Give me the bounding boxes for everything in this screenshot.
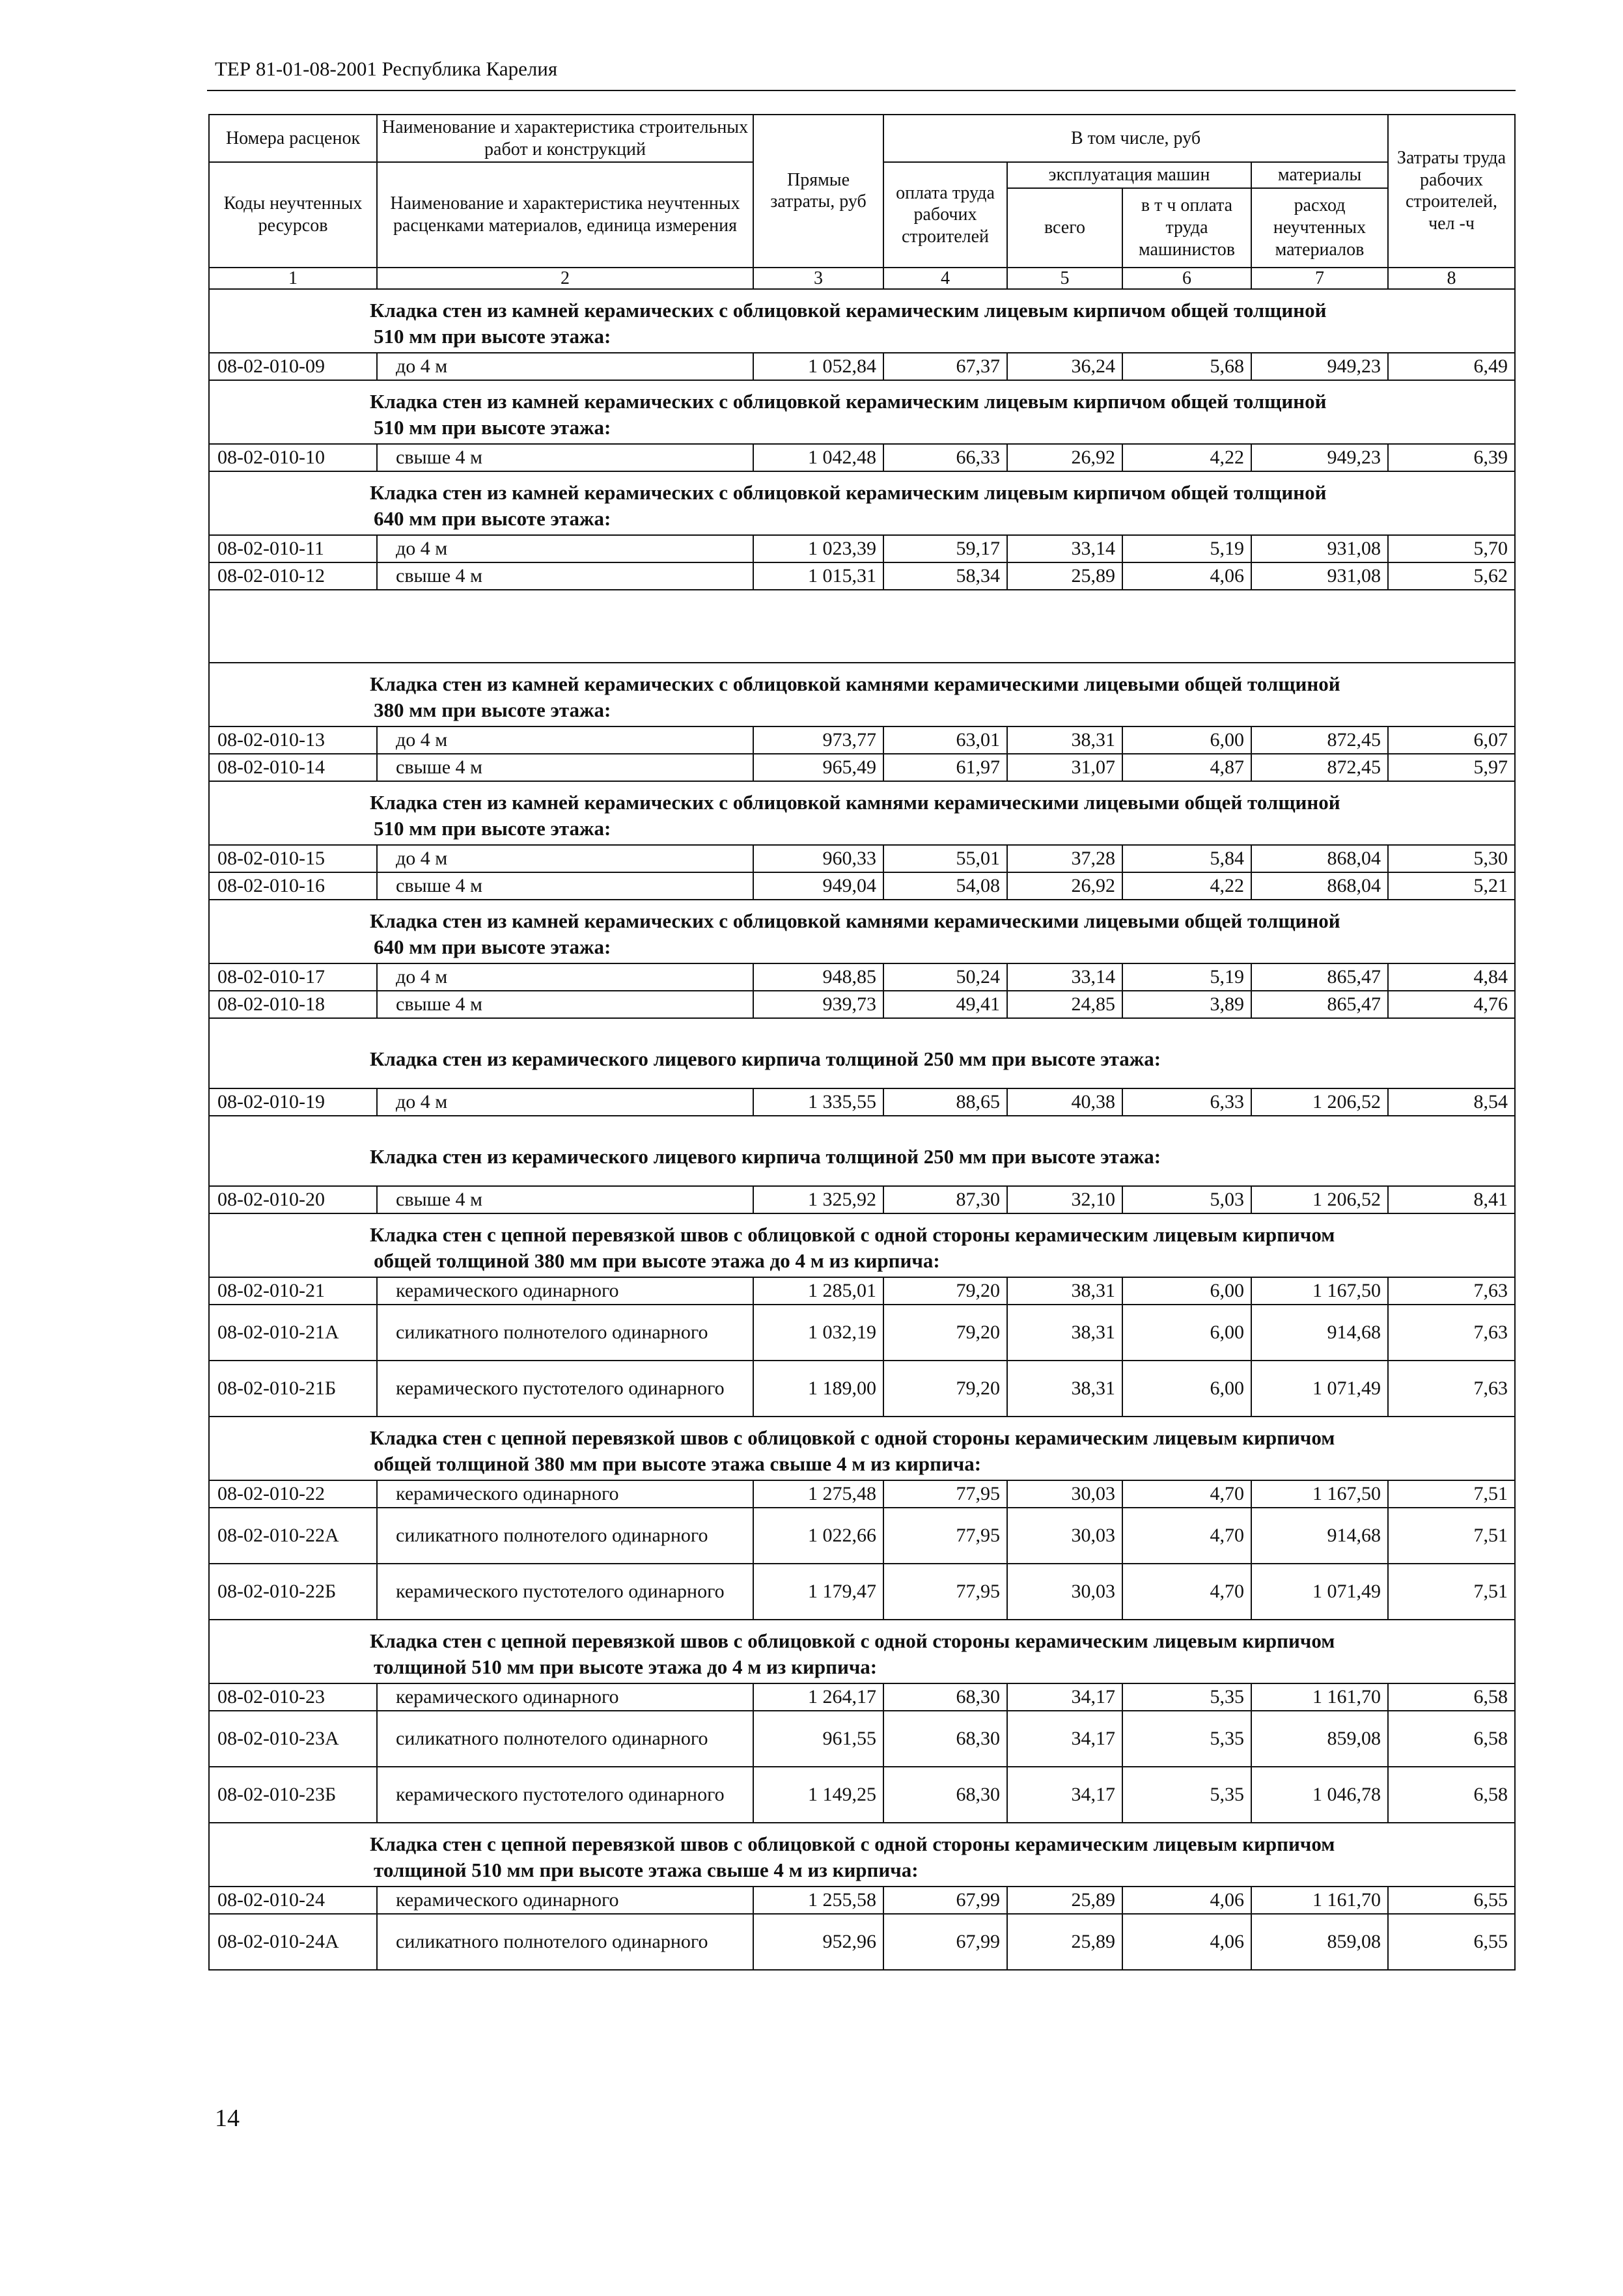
labor-hours: 5,62: [1388, 562, 1515, 590]
direct-costs: 1 032,19: [753, 1305, 883, 1361]
labor-hours: 5,30: [1388, 845, 1515, 872]
material-costs: 865,47: [1251, 963, 1388, 991]
machine-costs: 34,17: [1007, 1683, 1122, 1711]
section-heading-row: [209, 380, 1515, 444]
rate-code: 08-02-010-24А: [209, 1914, 377, 1970]
section-title: [209, 1018, 1515, 1088]
operator-wages: 4,70: [1122, 1564, 1251, 1620]
section-title-line-1: Кладка стен из камней керамических с облицовкой керамическим лицевым кирпичом общей толщиной: [370, 389, 1327, 413]
labor-hours: 6,55: [1388, 1887, 1515, 1914]
material-costs: 868,04: [1251, 872, 1388, 900]
machine-costs: 25,89: [1007, 1887, 1122, 1914]
table-row: [209, 991, 1515, 1018]
table-row: [209, 1361, 1515, 1417]
operator-wages: 5,35: [1122, 1711, 1251, 1767]
header-including: В том числе, руб: [883, 115, 1388, 162]
rate-code: 08-02-010-20: [209, 1186, 377, 1213]
labor-costs: 68,30: [883, 1767, 1007, 1823]
direct-costs: 960,33: [753, 845, 883, 872]
labor-costs: 49,41: [883, 991, 1007, 1018]
work-name: керамического пустотелого одинарного: [377, 1361, 753, 1417]
rate-code: 08-02-010-22: [209, 1480, 377, 1508]
table-row: [209, 1508, 1515, 1564]
operator-wages: 4,22: [1122, 444, 1251, 471]
direct-costs: 1 042,48: [753, 444, 883, 471]
section-title-line-1: Кладка стен с цепной перевязкой швов с облицовкой с одной стороны керамическим лицевым кирпичом: [370, 1832, 1335, 1855]
labor-costs: 79,20: [883, 1277, 1007, 1305]
labor-costs: 55,01: [883, 845, 1007, 872]
header-rule: [207, 90, 1516, 91]
operator-wages: 4,06: [1122, 1914, 1251, 1970]
column-number-1: 1: [209, 268, 377, 289]
column-number-6: 6: [1122, 268, 1251, 289]
material-costs: 872,45: [1251, 754, 1388, 781]
table-row: [209, 1480, 1515, 1508]
column-number-3: 3: [753, 268, 883, 289]
labor-costs: 68,30: [883, 1711, 1007, 1767]
section-title: [209, 289, 1515, 353]
operator-wages: 5,35: [1122, 1683, 1251, 1711]
machine-costs: 38,31: [1007, 1305, 1122, 1361]
material-costs: 949,23: [1251, 444, 1388, 471]
rate-code: 08-02-010-24: [209, 1887, 377, 1914]
section-title-line-2: 510 мм при высоте этажа:: [374, 325, 611, 348]
header-materials: материалы: [1251, 162, 1388, 188]
work-name: свыше 4 м: [377, 562, 753, 590]
section-title: [209, 1417, 1515, 1480]
price-table: [208, 114, 1516, 1971]
labor-costs: 77,95: [883, 1508, 1007, 1564]
labor-costs: 67,37: [883, 353, 1007, 380]
direct-costs: 1 052,84: [753, 353, 883, 380]
rate-code: 08-02-010-22А: [209, 1508, 377, 1564]
header-col1-bottom: Коды неучтенных ресурсов: [209, 162, 377, 268]
work-name: свыше 4 м: [377, 872, 753, 900]
machine-costs: 37,28: [1007, 845, 1122, 872]
work-name: до 4 м: [377, 726, 753, 754]
material-costs: 949,23: [1251, 353, 1388, 380]
labor-costs: 79,20: [883, 1305, 1007, 1361]
material-costs: 1 167,50: [1251, 1277, 1388, 1305]
header-col4: оплата труда рабочих строителей: [883, 162, 1007, 268]
direct-costs: 973,77: [753, 726, 883, 754]
section-heading-row: [209, 1823, 1515, 1887]
labor-hours: 7,51: [1388, 1508, 1515, 1564]
operator-wages: 6,00: [1122, 726, 1251, 754]
labor-hours: 7,63: [1388, 1277, 1515, 1305]
labor-costs: 67,99: [883, 1914, 1007, 1970]
table-row: [209, 1711, 1515, 1767]
section-heading-row: [209, 1018, 1515, 1088]
direct-costs: 1 285,01: [753, 1277, 883, 1305]
operator-wages: 4,06: [1122, 1887, 1251, 1914]
labor-hours: 6,39: [1388, 444, 1515, 471]
section-title-line-1: Кладка стен из камней керамических с облицовкой камнями керамическими лицевыми общей толщиной: [370, 790, 1340, 814]
direct-costs: 1 189,00: [753, 1361, 883, 1417]
section-heading-row: [209, 663, 1515, 726]
rate-code: 08-02-010-23: [209, 1683, 377, 1711]
material-costs: 914,68: [1251, 1508, 1388, 1564]
header-machines: эксплуатация машин: [1007, 162, 1251, 188]
labor-costs: 77,95: [883, 1480, 1007, 1508]
direct-costs: 1 179,47: [753, 1564, 883, 1620]
header-col6: в т ч оплата труда машинистов: [1122, 188, 1251, 268]
machine-costs: 34,17: [1007, 1711, 1122, 1767]
table-row: [209, 963, 1515, 991]
operator-wages: 5,19: [1122, 535, 1251, 562]
table-row: [209, 535, 1515, 562]
table-row: [209, 444, 1515, 471]
material-costs: 1 167,50: [1251, 1480, 1388, 1508]
machine-costs: 30,03: [1007, 1508, 1122, 1564]
table-row: [209, 726, 1515, 754]
operator-wages: 5,35: [1122, 1767, 1251, 1823]
labor-hours: 7,51: [1388, 1480, 1515, 1508]
machine-costs: 34,17: [1007, 1767, 1122, 1823]
work-name: силикатного полнотелого одинарного: [377, 1305, 753, 1361]
page-number: 14: [215, 2105, 240, 2132]
material-costs: 931,08: [1251, 562, 1388, 590]
column-numbers-row: [209, 268, 1515, 289]
rate-code: 08-02-010-17: [209, 963, 377, 991]
direct-costs: 1 023,39: [753, 535, 883, 562]
rate-code: 08-02-010-14: [209, 754, 377, 781]
machine-costs: 38,31: [1007, 726, 1122, 754]
labor-costs: 59,17: [883, 535, 1007, 562]
section-title-line-1: Кладка стен с цепной перевязкой швов с облицовкой с одной стороны керамическим лицевым кирпичом: [370, 1223, 1335, 1246]
labor-costs: 87,30: [883, 1186, 1007, 1213]
material-costs: 1 071,49: [1251, 1361, 1388, 1417]
table-row: [209, 1305, 1515, 1361]
section-title-line-1: Кладка стен из камней керамических с облицовкой керамическим лицевым кирпичом общей толщиной: [370, 298, 1327, 322]
labor-hours: 4,84: [1388, 963, 1515, 991]
direct-costs: 948,85: [753, 963, 883, 991]
direct-costs: 1 015,31: [753, 562, 883, 590]
table-row: [209, 1186, 1515, 1213]
labor-costs: 79,20: [883, 1361, 1007, 1417]
operator-wages: 5,19: [1122, 963, 1251, 991]
direct-costs: 949,04: [753, 872, 883, 900]
column-number-8: 8: [1388, 268, 1515, 289]
rate-code: 08-02-010-12: [209, 562, 377, 590]
table-body: [209, 289, 1515, 1970]
operator-wages: 4,87: [1122, 754, 1251, 781]
section-title-line-1: Кладка стен с цепной перевязкой швов с облицовкой с одной стороны керамическим лицевым кирпичом: [370, 1426, 1335, 1449]
machine-costs: 38,31: [1007, 1277, 1122, 1305]
section-heading-row: [209, 1417, 1515, 1480]
rate-code: 08-02-010-09: [209, 353, 377, 380]
material-costs: 1 206,52: [1251, 1088, 1388, 1116]
machine-costs: 26,92: [1007, 872, 1122, 900]
work-name: силикатного полнотелого одинарного: [377, 1914, 753, 1970]
labor-costs: 61,97: [883, 754, 1007, 781]
machine-costs: 25,89: [1007, 562, 1122, 590]
work-name: керамического одинарного: [377, 1480, 753, 1508]
direct-costs: 1 275,48: [753, 1480, 883, 1508]
machine-costs: 31,07: [1007, 754, 1122, 781]
operator-wages: 4,70: [1122, 1480, 1251, 1508]
machine-costs: 33,14: [1007, 963, 1122, 991]
section-title: [209, 1620, 1515, 1683]
column-number-7: 7: [1251, 268, 1388, 289]
machine-costs: 26,92: [1007, 444, 1122, 471]
material-costs: 1 161,70: [1251, 1887, 1388, 1914]
price-table-wrapper: [208, 114, 1514, 1971]
section-title-line-1: Кладка стен с цепной перевязкой швов с облицовкой с одной стороны керамическим лицевым кирпичом: [370, 1629, 1335, 1652]
machine-costs: 40,38: [1007, 1088, 1122, 1116]
labor-hours: 6,58: [1388, 1683, 1515, 1711]
machine-costs: 25,89: [1007, 1914, 1122, 1970]
table-row: [209, 1088, 1515, 1116]
work-name: до 4 м: [377, 353, 753, 380]
work-name: силикатного полнотелого одинарного: [377, 1508, 753, 1564]
operator-wages: 6,00: [1122, 1361, 1251, 1417]
table-row: [209, 562, 1515, 590]
material-costs: 859,08: [1251, 1711, 1388, 1767]
section-title-line-1: Кладка стен из камней керамических с облицовкой камнями керамическими лицевыми общей толщиной: [370, 909, 1340, 932]
section-heading-row: [209, 471, 1515, 535]
section-title-line-2: 640 мм при высоте этажа:: [374, 507, 611, 531]
material-costs: 1 071,49: [1251, 1564, 1388, 1620]
labor-hours: 5,70: [1388, 535, 1515, 562]
labor-costs: 63,01: [883, 726, 1007, 754]
rate-code: 08-02-010-21Б: [209, 1361, 377, 1417]
column-number-5: 5: [1007, 268, 1122, 289]
table-row: [209, 1683, 1515, 1711]
work-name: до 4 м: [377, 963, 753, 991]
direct-costs: 952,96: [753, 1914, 883, 1970]
machine-costs: 32,10: [1007, 1186, 1122, 1213]
rate-code: 08-02-010-21: [209, 1277, 377, 1305]
work-name: керамического одинарного: [377, 1277, 753, 1305]
labor-costs: 66,33: [883, 444, 1007, 471]
section-heading-row: [209, 1213, 1515, 1277]
operator-wages: 5,03: [1122, 1186, 1251, 1213]
section-title: [209, 380, 1515, 444]
header-col3: Прямые затраты, руб: [753, 115, 883, 268]
machine-costs: 24,85: [1007, 991, 1122, 1018]
empty-cell: [209, 590, 1515, 663]
table-row: [209, 845, 1515, 872]
section-heading-row: [209, 289, 1515, 353]
section-title-line-1: Кладка стен из керамического лицевого кирпича толщиной 250 мм при высоте этажа:: [370, 1144, 1161, 1168]
labor-hours: 6,07: [1388, 726, 1515, 754]
table-row: [209, 1767, 1515, 1823]
column-number-2: 2: [377, 268, 753, 289]
material-costs: 868,04: [1251, 845, 1388, 872]
material-costs: 865,47: [1251, 991, 1388, 1018]
section-title: [209, 1116, 1515, 1186]
labor-hours: 6,58: [1388, 1711, 1515, 1767]
page-header-title: ТЕР 81-01-08-2001 Республика Карелия: [215, 57, 558, 80]
direct-costs: 1 022,66: [753, 1508, 883, 1564]
section-title-line-2: общей толщиной 380 мм при высоте этажа свыше 4 м из кирпича:: [374, 1452, 982, 1476]
labor-costs: 54,08: [883, 872, 1007, 900]
table-row: [209, 1887, 1515, 1914]
section-title-line-2: 380 мм при высоте этажа:: [374, 698, 611, 722]
work-name: керамического одинарного: [377, 1887, 753, 1914]
table-row: [209, 1277, 1515, 1305]
rate-code: 08-02-010-10: [209, 444, 377, 471]
rate-code: 08-02-010-11: [209, 535, 377, 562]
material-costs: 859,08: [1251, 1914, 1388, 1970]
direct-costs: 1 149,25: [753, 1767, 883, 1823]
header-col2-top: Наименование и характеристика строительных работ и конструкций: [377, 115, 753, 162]
direct-costs: 961,55: [753, 1711, 883, 1767]
material-costs: 1 046,78: [1251, 1767, 1388, 1823]
labor-hours: 7,51: [1388, 1564, 1515, 1620]
table-row: [209, 1914, 1515, 1970]
labor-hours: 6,55: [1388, 1914, 1515, 1970]
labor-costs: 58,34: [883, 562, 1007, 590]
labor-costs: 50,24: [883, 963, 1007, 991]
rate-code: 08-02-010-23А: [209, 1711, 377, 1767]
direct-costs: 1 335,55: [753, 1088, 883, 1116]
header-col7: расход неучтенных материалов: [1251, 188, 1388, 268]
header-col2-bottom: Наименование и характеристика неучтенных расценками материалов, единица измерения: [377, 162, 753, 268]
table-row: [209, 754, 1515, 781]
section-title: [209, 663, 1515, 726]
work-name: свыше 4 м: [377, 1186, 753, 1213]
table-head: [209, 115, 1515, 289]
section-title: [209, 900, 1515, 963]
section-heading-row: [209, 1620, 1515, 1683]
work-name: свыше 4 м: [377, 991, 753, 1018]
operator-wages: 5,68: [1122, 353, 1251, 380]
machine-costs: 30,03: [1007, 1480, 1122, 1508]
operator-wages: 3,89: [1122, 991, 1251, 1018]
labor-costs: 68,30: [883, 1683, 1007, 1711]
labor-hours: 7,63: [1388, 1305, 1515, 1361]
table-row: [209, 353, 1515, 380]
operator-wages: 6,00: [1122, 1305, 1251, 1361]
operator-wages: 6,00: [1122, 1277, 1251, 1305]
rate-code: 08-02-010-15: [209, 845, 377, 872]
labor-costs: 77,95: [883, 1564, 1007, 1620]
section-title-line-2: толщиной 510 мм при высоте этажа до 4 м из кирпича:: [374, 1655, 878, 1679]
rate-code: 08-02-010-16: [209, 872, 377, 900]
rate-code: 08-02-010-23Б: [209, 1767, 377, 1823]
material-costs: 1 206,52: [1251, 1186, 1388, 1213]
header-col1-top: Номера расценок: [209, 115, 377, 162]
section-title: [209, 781, 1515, 845]
table-row: [209, 1564, 1515, 1620]
machine-costs: 30,03: [1007, 1564, 1122, 1620]
section-heading-row: [209, 781, 1515, 845]
table-row: [209, 872, 1515, 900]
operator-wages: 4,70: [1122, 1508, 1251, 1564]
material-costs: 872,45: [1251, 726, 1388, 754]
empty-row: [209, 590, 1515, 663]
direct-costs: 939,73: [753, 991, 883, 1018]
header-col5: всего: [1007, 188, 1122, 268]
section-title-line-2: 510 мм при высоте этажа:: [374, 416, 611, 439]
material-costs: 914,68: [1251, 1305, 1388, 1361]
rate-code: 08-02-010-19: [209, 1088, 377, 1116]
work-name: до 4 м: [377, 845, 753, 872]
section-title: [209, 471, 1515, 535]
section-title-line-2: 510 мм при высоте этажа:: [374, 817, 611, 840]
section-heading-row: [209, 1116, 1515, 1186]
work-name: керамического одинарного: [377, 1683, 753, 1711]
labor-hours: 6,49: [1388, 353, 1515, 380]
labor-costs: 67,99: [883, 1887, 1007, 1914]
section-title-line-1: Кладка стен из камней керамических с облицовкой керамическим лицевым кирпичом общей толщиной: [370, 480, 1327, 504]
labor-hours: 5,21: [1388, 872, 1515, 900]
work-name: свыше 4 м: [377, 444, 753, 471]
column-number-4: 4: [883, 268, 1007, 289]
work-name: силикатного полнотелого одинарного: [377, 1711, 753, 1767]
material-costs: 931,08: [1251, 535, 1388, 562]
labor-hours: 6,58: [1388, 1767, 1515, 1823]
direct-costs: 1 325,92: [753, 1186, 883, 1213]
machine-costs: 38,31: [1007, 1361, 1122, 1417]
rate-code: 08-02-010-18: [209, 991, 377, 1018]
work-name: до 4 м: [377, 1088, 753, 1116]
header-col8: Затраты труда рабочих строителей, чел -ч: [1388, 115, 1515, 268]
work-name: до 4 м: [377, 535, 753, 562]
section-title: [209, 1213, 1515, 1277]
section-title-line-2: толщиной 510 мм при высоте этажа свыше 4 м из кирпича:: [374, 1859, 919, 1882]
work-name: керамического пустотелого одинарного: [377, 1564, 753, 1620]
labor-hours: 8,41: [1388, 1186, 1515, 1213]
labor-hours: 5,97: [1388, 754, 1515, 781]
rate-code: 08-02-010-22Б: [209, 1564, 377, 1620]
operator-wages: 5,84: [1122, 845, 1251, 872]
direct-costs: 1 255,58: [753, 1887, 883, 1914]
section-title-line-1: Кладка стен из керамического лицевого кирпича толщиной 250 мм при высоте этажа:: [370, 1047, 1161, 1070]
direct-costs: 1 264,17: [753, 1683, 883, 1711]
machine-costs: 33,14: [1007, 535, 1122, 562]
labor-costs: 88,65: [883, 1088, 1007, 1116]
work-name: керамического пустотелого одинарного: [377, 1767, 753, 1823]
material-costs: 1 161,70: [1251, 1683, 1388, 1711]
operator-wages: 6,33: [1122, 1088, 1251, 1116]
labor-hours: 4,76: [1388, 991, 1515, 1018]
rate-code: 08-02-010-13: [209, 726, 377, 754]
labor-hours: 7,63: [1388, 1361, 1515, 1417]
section-title-line-2: 640 мм при высоте этажа:: [374, 935, 611, 959]
operator-wages: 4,22: [1122, 872, 1251, 900]
section-heading-row: [209, 900, 1515, 963]
labor-hours: 8,54: [1388, 1088, 1515, 1116]
rate-code: 08-02-010-21А: [209, 1305, 377, 1361]
direct-costs: 965,49: [753, 754, 883, 781]
work-name: свыше 4 м: [377, 754, 753, 781]
section-title-line-1: Кладка стен из камней керамических с облицовкой камнями керамическими лицевыми общей толщиной: [370, 672, 1340, 695]
machine-costs: 36,24: [1007, 353, 1122, 380]
operator-wages: 4,06: [1122, 562, 1251, 590]
section-title-line-2: общей толщиной 380 мм при высоте этажа до 4 м из кирпича:: [374, 1249, 940, 1273]
section-title: [209, 1823, 1515, 1887]
